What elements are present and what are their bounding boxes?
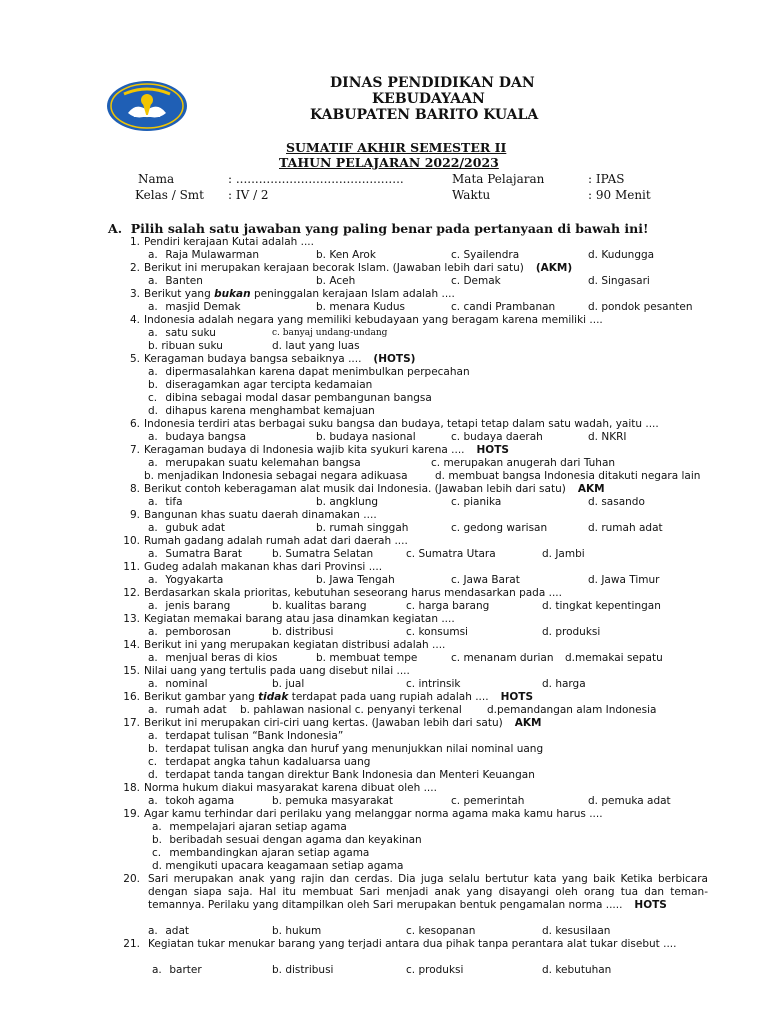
option-14c[interactable]: c. menanam durian	[451, 652, 554, 664]
header-line-1: DINAS PENDIDIKAN DAN	[330, 75, 535, 91]
question-14: 14. Berikut ini yang merupakan kegiatan distribusi adalah ....	[123, 639, 446, 651]
option-3b[interactable]: b. menara Kudus	[316, 301, 406, 313]
option-19d[interactable]: d. mengikuti upacara keagamaan setiap agama	[152, 860, 404, 872]
option-8c[interactable]: c. pianika	[451, 496, 502, 508]
option-20b[interactable]: b. hukum	[272, 925, 322, 937]
mapel-value: : IPAS	[588, 172, 625, 186]
waktu-value: : 90 Menit	[588, 188, 651, 202]
section-heading	[108, 221, 649, 236]
option-19c[interactable]: c. membandingkan ajaran setiap agama	[152, 847, 370, 859]
option-18a[interactable]: a. tokoh agama	[148, 795, 235, 807]
section-instruction: Pilih salah satu jawaban yang paling benar pada pertanyaan di bawah ini!	[130, 221, 649, 236]
option-2c[interactable]: c. Demak	[451, 275, 501, 287]
option-16bc[interactable]: b. pahlawan nasional c. penyanyi terkenal	[240, 704, 462, 716]
tut-wuri-handayani-logo	[106, 80, 188, 132]
option-5c[interactable]: c. dibina sebagai modal dasar pembangunan bangsa	[148, 392, 432, 404]
option-6b[interactable]: b. budaya nasional	[316, 431, 416, 443]
option-21d[interactable]: d. kebutuhan	[542, 964, 612, 976]
option-20c[interactable]: c. kesopanan	[406, 925, 476, 937]
option-3c[interactable]: c. candi Prambanan	[451, 301, 556, 313]
option-18d[interactable]: d. pemuka adat	[588, 795, 671, 807]
nama-label: Nama	[138, 172, 175, 186]
question-20: Sari merupakan anak yang rajin dan cerdas. Dia juga selalu bertutur kata yang baik Ketika berbicara dengan siapa saja. Hal itu membuat Sari menjadi anak yang disayangi oleh orang tua dan teman-temannya. Perilaku yang ditampilkan oleh Sari merupakan bentuk pengamalan norma ..... HOTS	[148, 873, 708, 911]
option-9d[interactable]: d. rumah adat	[588, 522, 663, 534]
option-2a[interactable]: a. Banten	[148, 275, 203, 287]
option-20a[interactable]: a. adat	[148, 925, 189, 937]
option-4b[interactable]: b. ribuan suku	[148, 340, 223, 352]
mapel-label: Mata Pelajaran	[452, 172, 545, 186]
option-4c[interactable]: c. banyaj undang-undang	[272, 328, 388, 338]
option-6c[interactable]: c. budaya daerah	[451, 431, 543, 443]
header-line-3: KABUPATEN BARITO KUALA	[310, 107, 539, 123]
option-9c[interactable]: c. gedong warisan	[451, 522, 548, 534]
option-8a[interactable]: a. tifa	[148, 496, 183, 508]
option-12c[interactable]: c. harga barang	[406, 600, 490, 612]
option-13a[interactable]: a. pemborosan	[148, 626, 231, 638]
waktu-label: Waktu	[452, 188, 491, 202]
option-15d[interactable]: d. harga	[542, 678, 586, 690]
question-17: 17. Berikut ini merupakan ciri-ciri uang kertas. (Jawaban lebih dari satu) AKM	[123, 717, 542, 729]
question-10: 10. Rumah gadang adalah rumah adat dari daerah ....	[123, 535, 408, 547]
nama-field[interactable]: : ............................................	[228, 172, 404, 186]
option-16d[interactable]: d.pemandangan alam Indonesia	[487, 704, 657, 716]
option-12b[interactable]: b. kualitas barang	[272, 600, 367, 612]
question-9: 9. Bangunan khas suatu daerah dinamakan ....	[129, 509, 377, 521]
option-7d[interactable]: d. membuat bangsa Indonesia ditakuti negara lain	[435, 470, 701, 482]
option-4a[interactable]: a. satu suku	[148, 327, 216, 339]
option-17d[interactable]: d. terdapat tanda tangan direktur Bank Indonesia dan Menteri Keuangan	[148, 769, 535, 781]
option-17a[interactable]: a. terdapat tulisan “Bank Indonesia”	[148, 730, 344, 742]
option-1a[interactable]: a. Raja Mulawarman	[148, 249, 260, 261]
hots-tag: (HOTS)	[373, 353, 416, 365]
option-9b[interactable]: b. rumah singgah	[316, 522, 409, 534]
option-3d[interactable]: d. pondok pesanten	[588, 301, 693, 313]
option-21b[interactable]: b. distribusi	[272, 964, 334, 976]
option-13b[interactable]: b. distribusi	[272, 626, 334, 638]
option-11a[interactable]: a. Yogyakarta	[148, 574, 224, 586]
question-8: 8. Berikut contoh keberagaman alat musik dai Indonesia. (Jawaban lebih dari satu) AKM	[129, 483, 605, 495]
option-2b[interactable]: b. Aceh	[316, 275, 356, 287]
hots-tag: HOTS	[476, 444, 509, 456]
question-7: 7. Keragaman budaya di Indonesia wajib kita syukuri karena .... HOTS	[129, 444, 509, 456]
header-line-2: KEBUDAYAAN	[372, 91, 485, 107]
option-17b[interactable]: b. terdapat tulisan angka dan huruf yang menunjukkan nilai nominal uang	[148, 743, 544, 755]
akm-tag: AKM	[577, 483, 605, 495]
question-5: 5. Keragaman budaya bangsa sebaiknya .... (HOTS)	[129, 353, 416, 365]
question-19: 19. Agar kamu terhindar dari perilaku yang melanggar norma agama maka kamu harus ....	[123, 808, 603, 820]
akm-tag: AKM	[514, 717, 542, 729]
question-3: 3. Berikut yang bukan peninggalan kerajaan Islam adalah ....	[129, 288, 455, 300]
option-12d[interactable]: d. tingkat kepentingan	[542, 600, 661, 612]
option-17c[interactable]: c. terdapat angka tahun kadaluarsa uang	[148, 756, 371, 768]
option-8b[interactable]: b. angklung	[316, 496, 379, 508]
option-1b[interactable]: b. Ken Arok	[316, 249, 376, 261]
option-9a[interactable]: a. gubuk adat	[148, 522, 226, 534]
question-11: 11. Gudeg adalah makanan khas dari Provinsi ....	[123, 561, 383, 573]
option-1c[interactable]: c. Syailendra	[451, 249, 520, 261]
question-6: 6. Indonesia terdiri atas berbagai suku bangsa dan budaya, tetapi tetap dalam satu wadah, yaitu ....	[129, 418, 659, 430]
option-6a[interactable]: a. budaya bangsa	[148, 431, 247, 443]
exam-title: SUMATIF AKHIR SEMESTER II	[286, 140, 507, 155]
option-14d[interactable]: d.memakai sepatu	[565, 652, 663, 664]
question-20-number: 20.	[123, 873, 140, 885]
hots-tag: HOTS	[500, 691, 534, 703]
section-letter: A.	[108, 221, 123, 236]
option-18b[interactable]: b. pemuka masyarakat	[272, 795, 393, 807]
question-21: Kegiatan tukar menukar barang yang terjadi antara dua pihak tanpa perantara alat tukar disebut ....	[148, 938, 677, 950]
option-7b[interactable]: b. menjadikan Indonesia sebagai negara adikuasa	[144, 470, 408, 482]
option-11b[interactable]: b. Jawa Tengah	[316, 574, 395, 586]
option-10a[interactable]: a. Sumatra Barat	[148, 548, 243, 560]
option-12a[interactable]: a. jenis barang	[148, 600, 231, 612]
option-13c[interactable]: c. konsumsi	[406, 626, 468, 638]
option-7a[interactable]: a. merupakan suatu kelemahan bangsa	[148, 457, 361, 469]
option-4d[interactable]: d. laut yang luas	[272, 340, 360, 352]
option-13d[interactable]: d. produksi	[542, 626, 601, 638]
question-15: 15. Nilai uang yang tertulis pada uang disebut nilai ....	[123, 665, 410, 677]
option-14b[interactable]: b. membuat tempe	[316, 652, 418, 664]
hots-tag: HOTS	[634, 899, 667, 911]
question-18: 18. Norma hukum diakui masyarakat karena dibuat oleh ....	[123, 782, 437, 794]
option-7c[interactable]: c. merupakan anugerah dari Tuhan	[431, 457, 616, 469]
option-11d[interactable]: d. Jawa Timur	[588, 574, 660, 586]
option-21c[interactable]: c. produksi	[406, 964, 464, 976]
question-1: 1. Pendiri kerajaan Kutai adalah ....	[129, 236, 314, 248]
option-18c[interactable]: c. pemerintah	[451, 795, 525, 807]
option-5a[interactable]: a. dipermasalahkan karena dapat menimbulkan perpecahan	[148, 366, 470, 378]
option-8d[interactable]: d. sasando	[588, 496, 645, 508]
kelas-label: Kelas / Smt	[135, 188, 204, 202]
option-19a[interactable]: a. mempelajari ajaran setiap agama	[152, 821, 347, 833]
option-5b[interactable]: b. diseragamkan agar tercipta kedamaian	[148, 379, 373, 391]
question-13: 13. Kegiatan memakai barang atau jasa dinamkan kegiatan ....	[123, 613, 455, 625]
option-3a[interactable]: a. masjid Demak	[148, 301, 241, 313]
question-2: 2. Berikut ini merupakan kerajaan becorak Islam. (Jawaban lebih dari satu) (AKM)	[129, 262, 573, 274]
question-12: 12. Berdasarkan skala prioritas, kebutuhan seseorang harus mendasarkan pada ....	[123, 587, 562, 599]
akm-tag: (AKM)	[535, 262, 573, 274]
option-5d[interactable]: d. dihapus karena menghambat kemajuan	[148, 405, 375, 417]
option-10c[interactable]: c. Sumatra Utara	[406, 548, 496, 560]
option-21a[interactable]: a. barter	[152, 964, 202, 976]
option-14a[interactable]: a. menjual beras di kios	[148, 652, 278, 664]
exam-year: TAHUN PELAJARAN 2022/2023	[279, 155, 499, 170]
option-15b[interactable]: b. jual	[272, 678, 305, 690]
option-10d[interactable]: d. Jambi	[542, 548, 585, 560]
question-16: 16. Berikut gambar yang tidak terdapat pada uang rupiah adalah .... HOTS	[123, 691, 534, 703]
option-11c[interactable]: c. Jawa Barat	[451, 574, 520, 586]
option-15c[interactable]: c. intrinsik	[406, 678, 461, 690]
option-20d[interactable]: d. kesusilaan	[542, 925, 611, 937]
question-21-number: 21.	[123, 938, 140, 950]
kelas-value: : IV / 2	[228, 188, 269, 202]
option-15a[interactable]: a. nominal	[148, 678, 208, 690]
question-4: 4. Indonesia adalah negara yang memiliki kebudayaan yang beragam karena memiliki ....	[129, 314, 603, 326]
option-1d[interactable]: d. Kudungga	[588, 249, 655, 261]
option-6d[interactable]: d. NKRI	[588, 431, 627, 443]
option-16a[interactable]: a. rumah adat	[148, 704, 227, 716]
option-19b[interactable]: b. beribadah sesuai dengan agama dan keyakinan	[152, 834, 422, 846]
option-2d[interactable]: d. Singasari	[588, 275, 650, 287]
option-10b[interactable]: b. Sumatra Selatan	[272, 548, 374, 560]
